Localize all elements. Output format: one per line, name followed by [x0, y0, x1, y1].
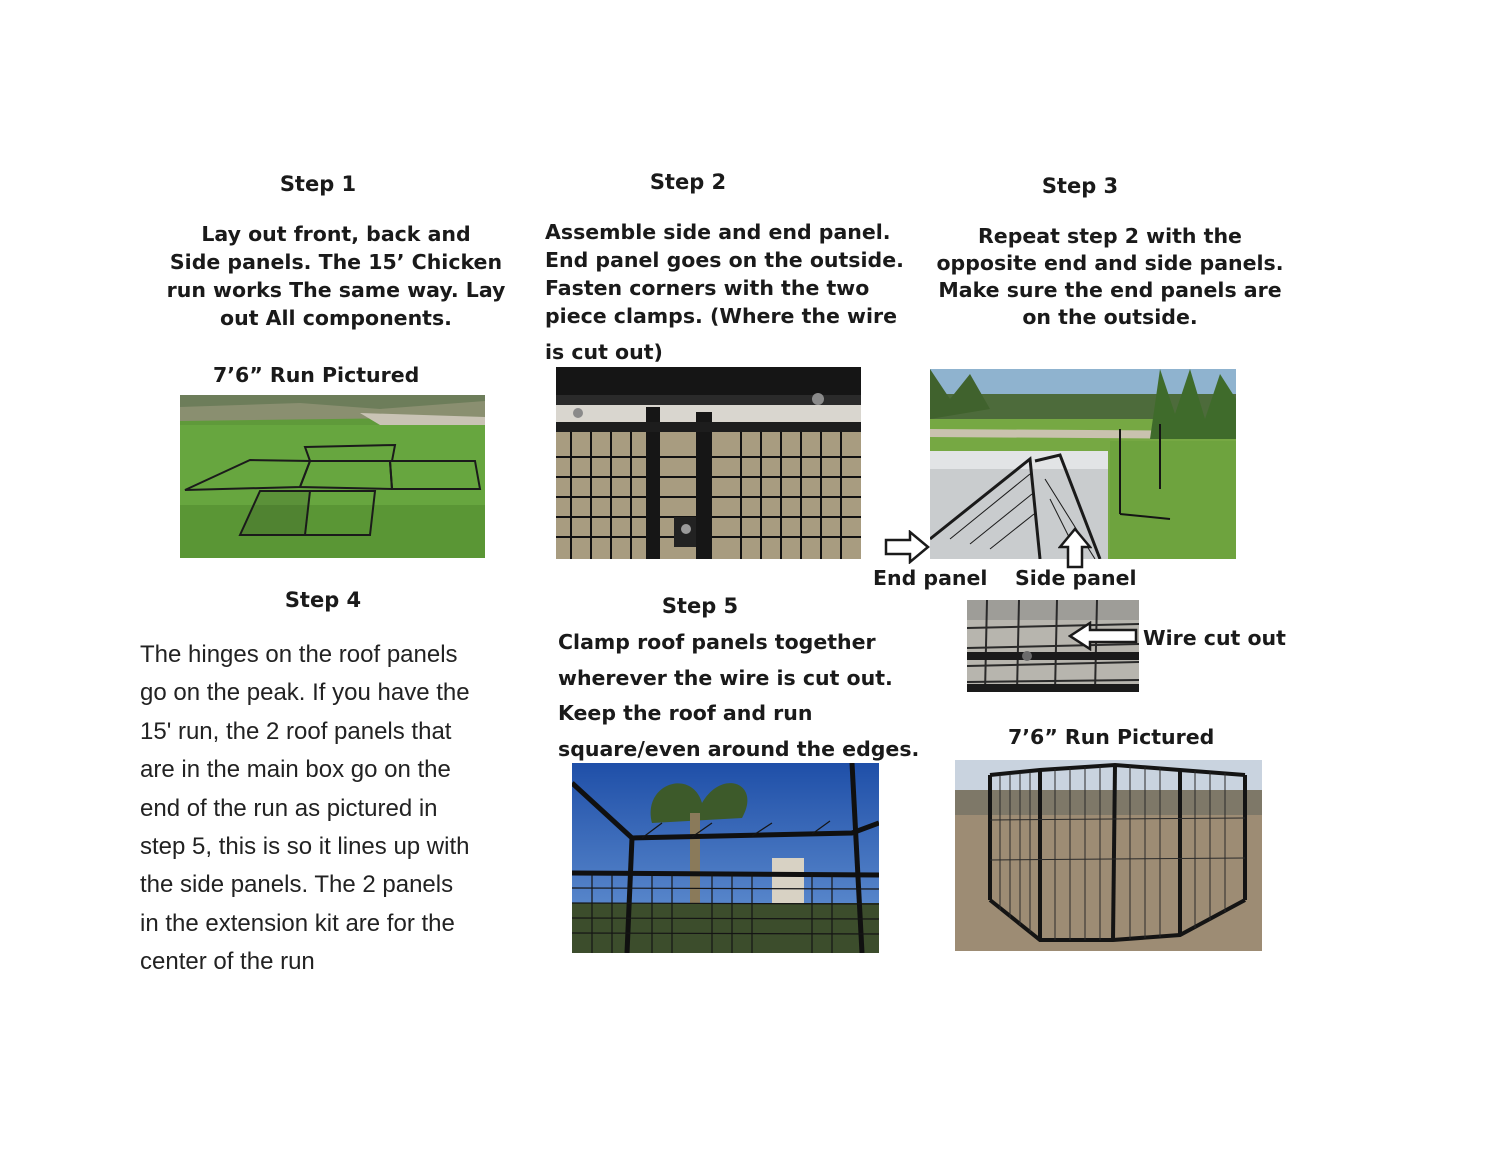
step2-line: End panel goes on the outside.	[545, 248, 904, 272]
step4-line: step 5, this is so it lines up with	[140, 833, 470, 861]
step4-line: The hinges on the roof panels	[140, 641, 458, 668]
step2-photo-corner-clamp	[556, 367, 861, 559]
step4-line: center of the run	[140, 948, 315, 976]
step3-caption: 7’6” Run Pictured	[1008, 725, 1215, 749]
step5-line: wherever the wire is cut out.	[558, 665, 893, 690]
step4-line: end of the run as pictured in	[140, 794, 438, 822]
step4-line: the side panels. The 2 panels	[140, 871, 454, 899]
step1-line: out All components.	[220, 306, 452, 330]
step3-title: Step 3	[1041, 174, 1119, 198]
step4-line: in the extension kit are for the	[140, 909, 455, 937]
step2-line: is cut out)	[545, 340, 663, 364]
step2-instructions	[545, 218, 905, 366]
step1-photo-panels-on-lawn	[180, 395, 485, 558]
step1-line: Lay out front, back and	[201, 222, 471, 246]
step3-line: opposite end and side panels.	[936, 251, 1284, 275]
step2-line: piece clamps. (Where the wire	[545, 304, 898, 328]
step3-line: Make sure the end panels are	[938, 278, 1282, 302]
step2-line: Assemble side and end panel.	[545, 220, 891, 244]
step4-line: 15' run, the 2 roof panels that	[140, 717, 452, 745]
step5-photo-roof-panels	[572, 763, 879, 953]
label-wire-cut-out: Wire cut out	[1143, 626, 1286, 650]
step1-line: run works The same way. Lay	[166, 278, 506, 302]
photo-assembled-run	[955, 760, 1262, 951]
label-side-panel: Side panel	[1015, 566, 1137, 590]
step4-line: are in the main box go on the	[140, 756, 451, 784]
arrow-left-icon	[1068, 621, 1140, 651]
step3-line: on the outside.	[1022, 305, 1198, 329]
step4-instructions	[140, 636, 530, 982]
step2-title: Step 2	[649, 170, 727, 194]
step1-caption: 7’6” Run Pictured	[213, 363, 420, 387]
step5-line: Clamp roof panels together	[558, 630, 876, 654]
step1-instructions	[160, 220, 512, 332]
label-end-panel: End panel	[873, 566, 988, 590]
step3-instructions	[925, 223, 1295, 331]
step3-line: Repeat step 2 with the	[978, 224, 1242, 248]
arrow-right-icon	[884, 530, 932, 564]
step5-line: Keep the roof and run	[558, 701, 813, 725]
step5-instructions	[558, 625, 938, 767]
arrow-up-icon	[1058, 527, 1092, 569]
step1-title: Step 1	[279, 172, 357, 196]
step5-line: square/even around the edges.	[558, 736, 920, 761]
step5-title: Step 5	[661, 594, 739, 618]
step1-line: Side panels. The 15’ Chicken	[169, 250, 503, 274]
step4-line: go on the peak. If you have the	[140, 679, 470, 707]
step2-line: Fasten corners with the two	[545, 276, 870, 300]
step4-title: Step 4	[284, 588, 362, 612]
